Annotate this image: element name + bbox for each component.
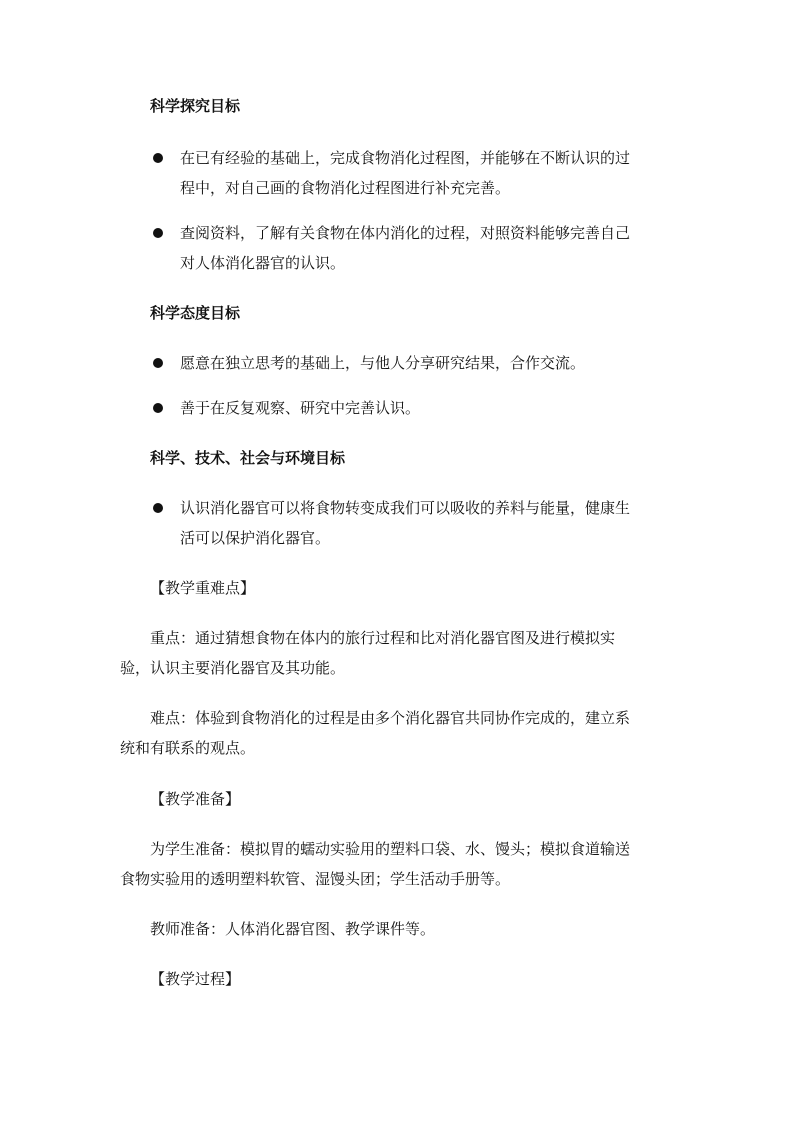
attitude-item-2: 善于在反复观察、研究中完善认识。 [180, 399, 421, 417]
inquiry-goals-heading: 科学探究目标 [150, 97, 241, 115]
focus-line-1: 重点：通过猜想食物在体内的旅行过程和比对消化器官图及进行模拟实 [150, 629, 616, 647]
process-heading: 【教学过程】 [150, 970, 241, 988]
key-points-heading: 【教学重难点】 [150, 579, 256, 597]
preparation-heading: 【教学准备】 [150, 790, 241, 808]
inquiry-item-1-line-2: 程中，对自己画的食物消化过程图进行补充完善。 [180, 179, 511, 197]
inquiry-item-2-line-2: 对人体消化器官的认识。 [180, 254, 346, 272]
teacher-prep-line: 教师准备：人体消化器官图、教学课件等。 [150, 920, 436, 938]
inquiry-item-1-line-1: 在已有经验的基础上，完成食物消化过程图，并能够在不断认识的过 [180, 149, 631, 167]
stse-item-1-line-2: 活可以保护消化器官。 [180, 529, 331, 547]
bullet-icon [153, 153, 163, 163]
stse-item-1-line-1: 认识消化器官可以将食物转变成我们可以吸收的养料与能量，健康生 [180, 499, 631, 517]
student-prep-line-2: 食物实验用的透明塑料软管、湿馒头团；学生活动手册等。 [120, 870, 511, 888]
difficulty-line-1: 难点：体验到食物消化的过程是由多个消化器官共同协作完成的，建立系 [150, 709, 631, 727]
bullet-icon [153, 503, 163, 513]
bullet-icon [153, 403, 163, 413]
inquiry-item-2-line-1: 查阅资料，了解有关食物在体内消化的过程，对照资料能够完善自己 [180, 224, 631, 242]
attitude-item-1: 愿意在独立思考的基础上，与他人分享研究结果，合作交流。 [180, 354, 586, 372]
attitude-goals-heading: 科学态度目标 [150, 304, 241, 322]
focus-line-2: 验，认识主要消化器官及其功能。 [120, 659, 346, 677]
stse-goals-heading: 科学、技术、社会与环境目标 [150, 449, 346, 467]
bullet-icon [153, 358, 163, 368]
student-prep-line-1: 为学生准备：模拟胃的蠕动实验用的塑料口袋、水、馒头；模拟食道输送 [150, 840, 631, 858]
difficulty-line-2: 统和有联系的观点。 [120, 739, 256, 757]
bullet-icon [153, 228, 163, 238]
